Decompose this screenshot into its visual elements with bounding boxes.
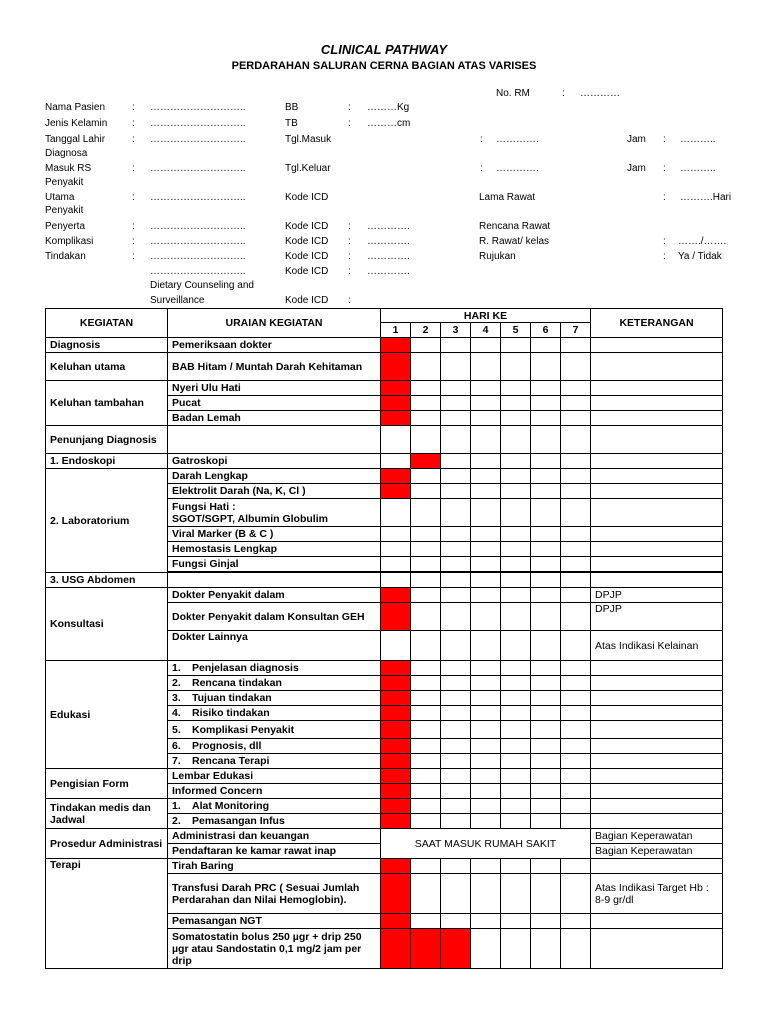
row-transfusi: Transfusi Darah PRC ( Sesuai Jumlah Perdarahan dan Nilai Hemoglobin). [168,874,381,914]
tindakan-colon: : [132,251,135,262]
day-cell-marked[interactable] [381,784,411,799]
kode-icd-5-value[interactable]: …………. [367,266,410,277]
kode-icd-2-value[interactable]: …………. [367,221,410,232]
row-hemostasis: Hemostasis Lengkap [168,542,381,557]
table-row [46,661,723,676]
row-elektrolit: Elektrolit Darah (Na, K, Cl ) [168,484,381,499]
day-cell-marked[interactable] [381,706,411,721]
fungsi-hati-line-1: Fungsi Hati : [172,500,236,513]
lama-rawat-value[interactable]: ……….Hari [680,192,732,203]
day-1-header: 1 [381,323,411,338]
row-badan-lemah: Badan Lemah [168,411,381,426]
penyakit-penyerta-colon: : [132,221,135,232]
kode-icd-4-label: Kode ICD [285,251,329,262]
rujukan-label: Rujukan [479,251,516,262]
day-cell-marked[interactable] [381,691,411,706]
day-cell-marked[interactable] [441,929,471,969]
kode-icd-4-value[interactable]: …………. [367,251,410,262]
group-pengisian-form: Pengisian Form [46,769,168,799]
row-dokter-penyakit-dalam: Dokter Penyakit dalam [168,588,381,603]
ket-dpjp-2: DPJP [591,603,723,631]
row-alat-monitoring: 1. Alat Monitoring [168,799,381,814]
jenis-kelamin-value[interactable]: ……………………….. [150,118,246,129]
bb-value[interactable]: ………Kg [367,102,410,113]
table-row [46,426,723,454]
r-rawat-kelas-label: R. Rawat/ kelas [479,236,550,247]
day-cell-marked[interactable] [381,721,411,739]
tindakan-value[interactable]: ……………………….. [150,251,246,262]
day-cell-marked[interactable] [381,929,411,969]
day-cell-marked[interactable] [381,799,411,814]
fungsi-hati-line-2: SGOT/SGPT, Albumin Globulim [172,512,328,525]
kode-icd-6-colon: : [348,295,351,306]
penyakit-penyerta-value[interactable]: ……………………….. [150,221,246,232]
r-rawat-kelas-colon: : [663,236,666,247]
ket-bagian-keperawatan-2: Bagian Keperawatan [591,844,723,859]
diagnosa-label-2: Masuk RS [45,163,92,174]
row-darah-lengkap: Darah Lengkap [168,469,381,484]
kode-icd-4-colon: : [348,251,351,262]
tgl-keluar-value[interactable]: …………. [496,163,539,174]
day-cell-marked[interactable] [381,739,411,754]
day-cell-marked[interactable] [381,769,411,784]
tanggal-lahir-label: Tanggal Lahir [45,134,106,145]
row-tirah-baring: Tirah Baring [168,859,381,874]
lama-rawat-colon: : [663,192,666,203]
day-cell-marked[interactable] [381,484,411,499]
kode-icd-6-label: Kode ICD [285,295,329,306]
group-prosedur-administrasi: Prosedur Administrasi [46,829,168,859]
tgl-masuk-label: Tgl.Masuk [285,134,332,145]
kode-icd-3-colon: : [348,236,351,247]
penyakit-utama-colon: : [132,192,135,203]
day-cell-marked[interactable] [381,676,411,691]
table-row [46,829,723,844]
group-penunjang-diagnosis: Penunjang Diagnosis [46,426,168,454]
header-uraian: URAIAN KEGIATAN [168,309,381,338]
table-row [46,859,723,874]
day-cell-marked[interactable] [381,754,411,769]
group-terapi: Terapi [46,859,168,969]
tgl-masuk-colon: : [480,134,483,145]
row-edu-6: 6. Prognosis, dll [168,739,381,754]
no-rm-value[interactable]: ………… [580,88,620,99]
day-cell-marked[interactable] [381,353,411,381]
row-somatostatin: Somatostatin bolus 250 µgr + drip 250 µgr atau Sandostatin 0,1 mg/2 jam per drip [168,929,381,969]
header-kegiatan: KEGIATAN [46,309,168,338]
nama-pasien-colon: : [132,102,135,113]
komplikasi-value[interactable]: ……………………….. [150,236,246,247]
bb-label: BB [285,102,299,113]
ket-atas-indikasi-kelainan: Atas Indikasi Kelainan [591,631,723,661]
group-diagnosis: Diagnosis [46,338,168,353]
day-cell-marked[interactable] [381,859,411,874]
day-cell-marked[interactable] [381,396,411,411]
group-endoskopi: 1. Endoskopi [46,454,168,469]
penyakit-utama-label-2: Utama [45,192,75,203]
penyakit-penyerta-label-1: Penyakit [45,205,84,216]
day-cell-marked[interactable] [381,914,411,929]
jam-keluar-value[interactable]: ……….. [680,163,716,174]
row-gatroskopi: Gatroskopi [168,454,381,469]
row-informed-concern: Informed Concern [168,784,381,799]
tindakan-extra-value[interactable]: ……………………….. [150,266,246,277]
jam-masuk-label: Jam [627,134,646,145]
table-row [46,338,723,353]
row-edu-1: 1. Penjelasan diagnosis [168,661,381,676]
no-rm-colon: : [562,88,565,99]
row-administrasi: Administrasi dan keuangan [168,829,381,844]
rujukan-colon: : [663,251,666,262]
day-cell-marked[interactable] [381,338,411,353]
penyakit-utama-label-1: Penyakit [45,177,84,188]
tanggal-lahir-colon: : [132,134,135,145]
row-edu-2: 2. Rencana tindakan [168,676,381,691]
group-keluhan-tambahan: Keluhan tambahan [46,381,168,426]
kode-icd-3-label: Kode ICD [285,236,329,247]
dietary-line-2: Surveillance [150,295,205,306]
group-konsultasi: Konsultasi [46,588,168,661]
day-cell-marked[interactable] [381,381,411,396]
tindakan-label: Tindakan [45,251,86,262]
nama-pasien-label: Nama Pasien [45,102,106,113]
group-usg-abdomen: 3. USG Abdomen [46,573,168,588]
day-cell-marked[interactable] [411,454,441,469]
day-cell-marked[interactable] [381,411,411,426]
group-tindakan-medis: Tindakan medis dan Jadwal [46,799,168,829]
row-dokter-lainnya: Dokter Lainnya [168,631,381,661]
kode-icd-5-label: Kode ICD [285,266,329,277]
row-lembar-edukasi: Lembar Edukasi [168,769,381,784]
no-rm-label: No. RM [496,88,530,99]
bb-colon: : [348,102,351,113]
nama-pasien-value[interactable]: ……………………….. [150,102,246,113]
row-edu-5: 5. Komplikasi Penyakit [168,721,381,739]
tb-label: TB [285,118,298,129]
day-cell-marked[interactable] [381,469,411,484]
row-pendaftaran: Pendaftaran ke kamar rawat inap [168,844,381,859]
day-cell-marked[interactable] [381,661,411,676]
komplikasi-colon: : [132,236,135,247]
table-row [46,769,723,784]
row-pemasangan-infus: 2. Pemasangan Infus [168,814,381,829]
kode-icd-5-colon: : [348,266,351,277]
header-keterangan: KETERANGAN [591,309,723,338]
kode-icd-1-label: Kode ICD [285,192,329,203]
tb-value[interactable]: ………cm [367,118,411,129]
table-row [46,454,723,469]
penyakit-penyerta-label-2: Penyerta [45,221,86,232]
document-title: CLINICAL PATHWAY [320,42,448,57]
table-row [46,799,723,814]
lama-rawat-label: Lama Rawat [479,192,536,203]
jenis-kelamin-label: Jenis Kelamin [45,118,108,129]
dietary-line-1: Dietary Counseling and [150,280,254,291]
rujukan-value[interactable]: Ya / Tidak [678,251,722,262]
row-fungsi-hati [168,499,381,527]
day-4-header: 4 [471,323,501,338]
row-ngt: Pemasangan NGT [168,914,381,929]
row-dokter-geh: Dokter Penyakit dalam Konsultan GEH [168,603,381,631]
table-row [46,353,723,381]
day-cell-marked[interactable] [381,874,411,914]
row-pucat: Pucat [168,396,381,411]
row-edu-4: 4. Risiko tindakan [168,706,381,721]
jam-masuk-value[interactable]: ……….. [680,134,716,145]
pathway-table [45,308,723,969]
day-3-header: 3 [441,323,471,338]
table-row [46,381,723,396]
penyakit-utama-value[interactable]: ……………………….. [150,192,246,203]
row-fungsi-ginjal: Fungsi Ginjal [168,557,381,572]
row-nyeri-ulu-hati: Nyeri Ulu Hati [168,381,381,396]
saat-masuk-rumah-sakit: SAAT MASUK RUMAH SAKIT [381,829,591,859]
day-2-header: 2 [411,323,441,338]
group-edukasi: Edukasi [46,661,168,769]
row-pemeriksaan-dokter: Pemeriksaan dokter [168,338,381,353]
day-cell-marked[interactable] [381,814,411,829]
document-subtitle: PERDARAHAN SALURAN CERNA BAGIAN ATAS VARISES [231,60,537,72]
ket-atas-indikasi-target: Atas Indikasi Target Hb : 8-9 gr/dl [591,874,723,914]
ket-bagian-keperawatan-1: Bagian Keperawatan [591,829,723,844]
day-5-header: 5 [501,323,531,338]
table-row [46,573,723,588]
jam-keluar-colon: : [663,163,666,174]
ket-dpjp-1: DPJP [591,588,723,603]
komplikasi-label: Komplikasi [45,236,94,247]
header-hari-ke: HARI KE [381,309,591,323]
tb-colon: : [348,118,351,129]
r-rawat-kelas-value[interactable]: ……./……. [678,236,727,247]
tgl-masuk-value[interactable]: …………. [496,134,539,145]
row-edu-3: 3. Tujuan tindakan [168,691,381,706]
group-keluhan-utama: Keluhan utama [46,353,168,381]
day-6-header: 6 [531,323,561,338]
day-cell-marked[interactable] [381,603,411,631]
tanggal-lahir-value[interactable]: ……………………….. [150,134,246,145]
kode-icd-3-value[interactable]: …………. [367,236,410,247]
jenis-kelamin-colon: : [132,118,135,129]
day-7-header: 7 [561,323,591,338]
tgl-keluar-label: Tgl.Keluar [285,163,331,174]
table-row [46,469,723,484]
diagnosa-colon: : [132,163,135,174]
row-bab-hitam: BAB Hitam / Muntah Darah Kehitaman [168,353,381,381]
table-row [46,588,723,603]
jam-keluar-label: Jam [627,163,646,174]
diagnosa-label-1: Diagnosa [45,148,88,159]
row-edu-7: 7. Rencana Terapi [168,754,381,769]
row-viral-marker: Viral Marker (B & C ) [168,527,381,542]
rencana-rawat-label: Rencana Rawat [479,221,551,232]
day-cell-marked[interactable] [381,588,411,603]
jam-masuk-colon: : [663,134,666,145]
group-laboratorium: 2. Laboratorium [46,469,168,573]
tgl-keluar-colon: : [480,163,483,174]
kode-icd-2-label: Kode ICD [285,221,329,232]
kode-icd-2-colon: : [348,221,351,232]
diagnosa-value[interactable]: ……………………….. [150,163,246,174]
day-cell-marked[interactable] [411,929,441,969]
